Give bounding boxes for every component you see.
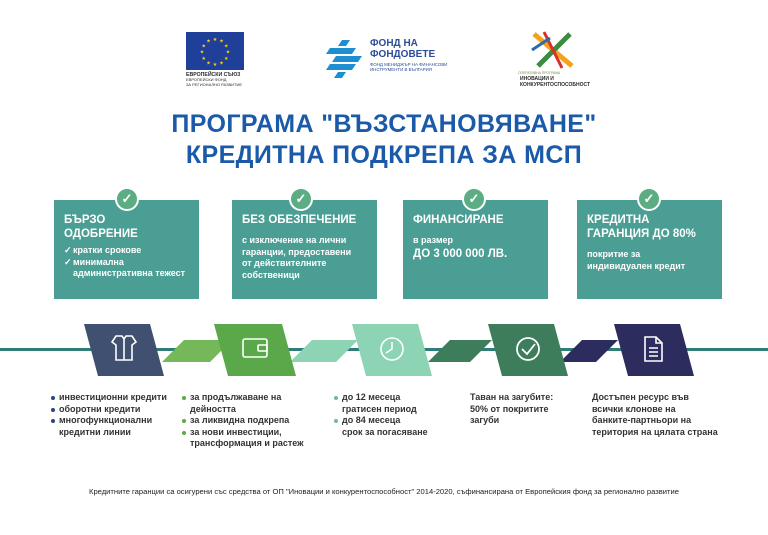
card-title: КРЕДИТНА — [587, 214, 650, 226]
card-body — [413, 235, 538, 261]
svg-text:★: ★ — [224, 55, 229, 62]
eu-flag-icon — [186, 32, 244, 70]
list-item-cont: гратисен период — [342, 403, 417, 414]
card-title: ОДОБРЕНИЕ — [64, 228, 138, 240]
card-no-collateral — [232, 200, 377, 299]
timeline-plate-3 — [352, 324, 432, 376]
card-credit-guarantee — [577, 200, 722, 299]
list-item: за нови инвестиции, — [181, 427, 304, 439]
timeline — [0, 318, 768, 380]
page-title-line1: ПРОГРАМА "ВЪЗСТАНОВЯВАНЕ" — [171, 110, 597, 138]
svg-text:★: ★ — [219, 38, 224, 45]
card-list-item: ✓ минимална — [64, 257, 189, 269]
column-text: 50% от покритите — [470, 403, 549, 414]
program-logo-line1: ИНОВАЦИИ И — [520, 76, 554, 82]
list-item-cont: срок за погасяване — [342, 426, 428, 437]
list-item: до 12 месеца — [333, 392, 428, 404]
fund-of-funds-mark-icon — [326, 40, 362, 78]
column-purposes — [181, 392, 304, 450]
program-logo-line2: КОНКУРЕНТОСПОСОБНОСТ — [520, 82, 591, 88]
svg-text:★: ★ — [212, 62, 218, 68]
card-text: от действителните — [242, 258, 327, 268]
program-logo-tagline: ОПЕРАТИВНА ПРОГРАМА — [518, 71, 561, 75]
column-text: всички клонове на — [592, 403, 676, 414]
timeline-plate-4 — [488, 324, 568, 376]
fund-logo-title1: ФОНД НА — [370, 38, 418, 49]
list-item: до 84 месеца — [333, 415, 428, 427]
column-availability — [592, 392, 718, 438]
list-item-cont: трансформация и растеж — [190, 438, 304, 448]
card-financing — [403, 200, 548, 299]
column-text: територия на цялата страна — [592, 426, 718, 437]
card-title: ГАРАНЦИЯ ДО 80% — [587, 228, 696, 240]
svg-text:★: ★ — [206, 60, 211, 67]
card-title: ФИНАНСИРАНЕ — [413, 214, 504, 226]
svg-text:★: ★ — [201, 55, 206, 62]
timeline-plate-2 — [214, 324, 296, 376]
eu-logo-title: ЕВРОПЕЙСКИ СЪЮЗ — [186, 72, 241, 78]
column-credit-types — [50, 392, 167, 438]
page-title-line2: КРЕДИТНА ПОДКРЕПА ЗА МСП — [185, 141, 583, 169]
column-text: Таван на загубите: — [470, 392, 554, 402]
card-body — [587, 249, 712, 272]
footer-note: Кредитните гаранции са осигурени със средства от ОП "Иновации и конкурентоспособност" 2014-2020, съфинансирана от Европейския фонд за регионално развитие — [89, 487, 679, 496]
check-icon: ✓ — [462, 187, 486, 211]
card-text: покритие за — [587, 249, 641, 259]
svg-text:★: ★ — [225, 49, 231, 56]
list-item: многофункционални — [50, 415, 167, 427]
fund-logo-sub: ФОНД МЕНИДЖЪР НА ФИНАНСОВИ ИНСТРУМЕНТИ В БЪЛГАРИЯ — [370, 62, 448, 72]
fund-logo-title2: ФОНДОВЕТЕ — [370, 49, 436, 60]
innovation-program-logo — [518, 30, 592, 88]
fund-of-funds-logo — [326, 38, 456, 82]
card-text: в размер — [413, 235, 454, 245]
svg-text:★: ★ — [219, 60, 224, 67]
card-list-item-cont: административна тежест — [73, 268, 186, 278]
column-text: загуби — [470, 415, 500, 425]
svg-text:★: ★ — [201, 43, 206, 50]
card-text: собственици — [242, 269, 300, 280]
eu-logo — [186, 32, 244, 87]
list-item: за продължаване на — [181, 392, 304, 404]
check-icon: ✓ — [115, 187, 139, 211]
card-amount: ДО 3 000 000 ЛВ. — [413, 247, 508, 260]
list-item: оборотни кредити — [50, 404, 167, 416]
svg-text:★: ★ — [224, 43, 229, 50]
column-terms — [333, 392, 428, 438]
eu-logo-sub1: ЕВРОПЕЙСКИ ФОНД — [186, 77, 227, 82]
innovation-program-mark-icon — [526, 30, 582, 70]
column-text: Достъпен ресурс във — [592, 392, 689, 402]
card-text: гаранции, предоставени — [242, 246, 352, 257]
svg-text:★: ★ — [199, 49, 205, 56]
list-item: за ликвидна подкрепа — [181, 415, 304, 427]
timeline-plate-5 — [614, 324, 694, 376]
svg-text:★: ★ — [206, 38, 211, 45]
card-text: индивидуален кредит — [587, 260, 686, 271]
svg-text:★: ★ — [212, 37, 218, 43]
card-title: БЕЗ ОБЕЗПЕЧЕНИЕ — [242, 214, 357, 226]
column-loss-cap — [470, 392, 553, 427]
column-text: банките-партньори на — [592, 415, 692, 425]
check-icon: ✓ — [289, 187, 313, 211]
list-item: инвестиционни кредити — [50, 392, 167, 404]
card-text: с изключение на лични — [242, 235, 347, 245]
list-item-cont: дейността — [190, 403, 236, 414]
card-list-item: ✓ кратки срокове — [64, 245, 189, 257]
card-fast-approval — [54, 200, 199, 299]
check-icon: ✓ — [637, 187, 661, 211]
card-title: БЪРЗО — [64, 214, 106, 226]
card-body — [242, 235, 367, 281]
eu-logo-sub2: ЗА РЕГИОНАЛНО РАЗВИТИЕ — [186, 81, 243, 87]
list-item-cont: кредитни линии — [59, 426, 131, 437]
